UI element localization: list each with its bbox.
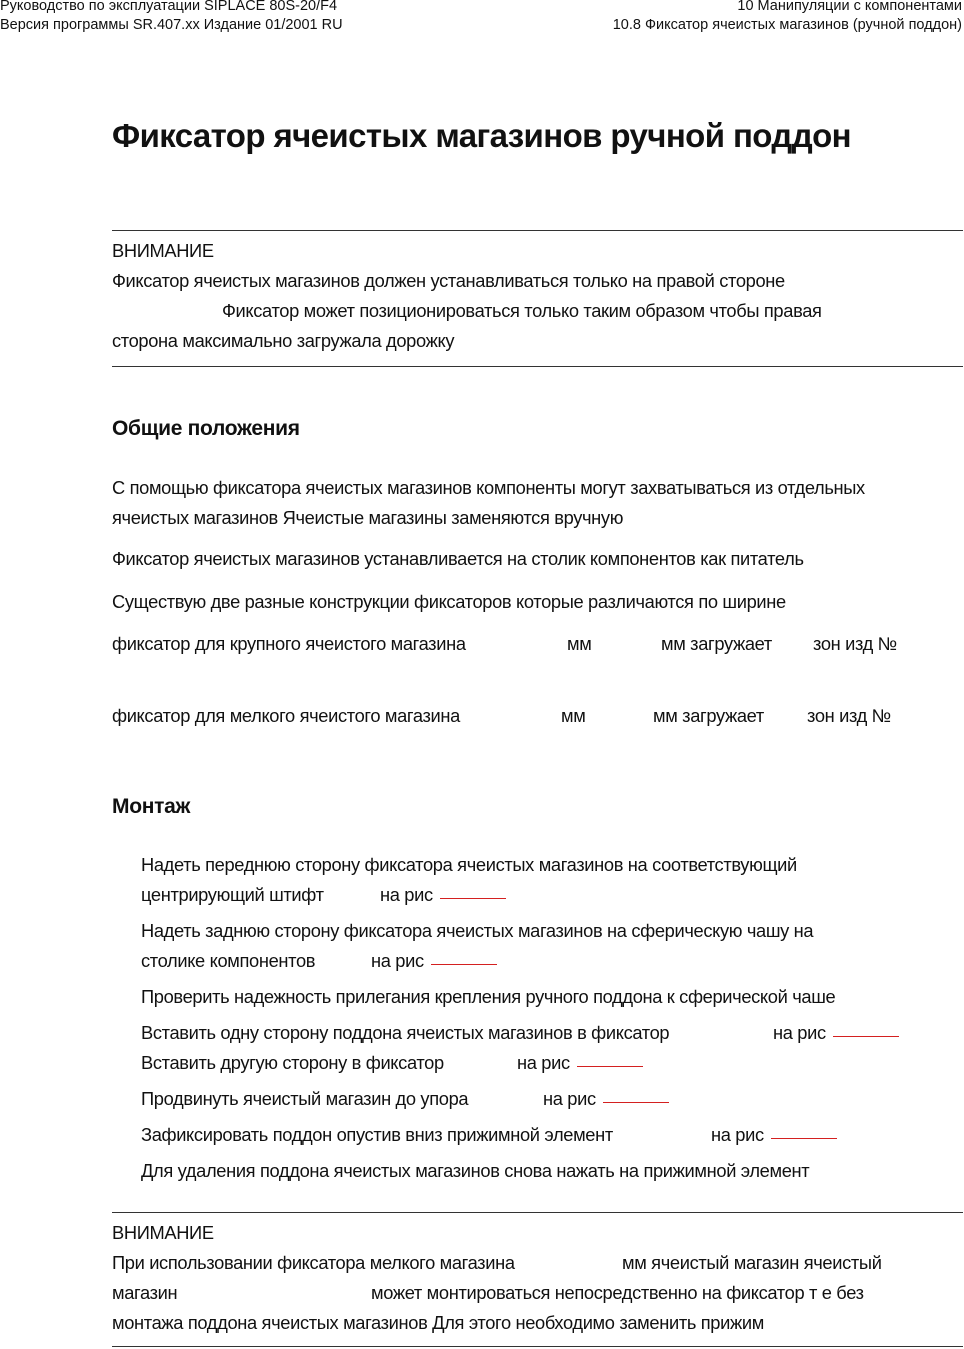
notice-text: мм ячеистый магазин ячеистый	[622, 1252, 882, 1273]
page-title: Фиксатор ячеистых магазинов ручной поддон	[112, 117, 852, 154]
header-section: 10.8 Фиксатор ячеистых магазинов (ручной поддон)	[612, 17, 962, 33]
step-text: Проверить надежность прилегания крепления ручного поддона к сферической чаше	[141, 986, 836, 1007]
step-text: столике компонентов	[141, 950, 316, 971]
notice-text: магазин	[112, 1282, 178, 1303]
variant-small-label: фиксатор для мелкого ячеистого магазина	[112, 705, 460, 726]
divider	[112, 1346, 963, 1347]
figure-reference[interactable]: на рис	[543, 1088, 669, 1110]
notice-text: может монтироваться непосредственно на фиксатор т е без	[371, 1282, 864, 1303]
divider	[112, 1212, 963, 1213]
variant-large-load: мм загружает	[661, 633, 772, 654]
step-text: Надеть заднюю сторону фиксатора ячеистых магазинов на сферическую чашу на	[141, 920, 814, 941]
figure-reference[interactable]: на рис	[711, 1124, 837, 1146]
variant-small-unit: мм	[561, 705, 586, 726]
notice-label: ВНИМАНИЕ	[112, 1222, 214, 1243]
paragraph: Существую две разные конструкции фиксаторов которые различаются по ширине	[112, 591, 786, 612]
notice-text: При использовании фиксатора мелкого магазина	[112, 1252, 515, 1273]
header-version: Версия программы SR.407.xx Издание 01/2001 RU	[0, 17, 343, 33]
notice-text: Фиксатор ячеистых магазинов должен устанавливаться только на правой стороне	[112, 270, 785, 291]
paragraph: Фиксатор ячеистых магазинов устанавливается на столик компонентов как питатель	[112, 548, 804, 569]
notice-text: сторона максимально загружала дорожку	[112, 330, 455, 351]
step-text: Вставить другую сторону в фиксатор	[141, 1052, 444, 1073]
header-manual-title: Руководство по эксплуатации SIPLACE 80S-20/F4	[0, 0, 338, 14]
variant-small-zones: зон изд №	[807, 705, 891, 726]
variant-large-unit: мм	[567, 633, 592, 654]
figure-reference[interactable]: на рис	[371, 950, 497, 972]
section-heading-montage: Монтаж	[112, 795, 191, 818]
divider	[112, 230, 963, 231]
header-chapter: 10 Манипуляции с компонентами	[737, 0, 962, 14]
paragraph: С помощью фиксатора ячеистых магазинов компоненты могут захватываться из отдельных	[112, 477, 865, 498]
notice-text: Фиксатор может позиционироваться только таким образом чтобы правая	[222, 300, 822, 321]
paragraph: ячеистых магазинов Ячеистые магазины заменяются вручную	[112, 507, 624, 528]
divider	[112, 366, 963, 367]
section-heading-general: Общие положения	[112, 417, 300, 440]
step-text: Надеть переднюю сторону фиксатора ячеистых магазинов на соответствующий	[141, 854, 797, 875]
variant-large-label: фиксатор для крупного ячеистого магазина	[112, 633, 466, 654]
step-text: Вставить одну сторону поддона ячеистых магазинов в фиксатор	[141, 1022, 670, 1043]
step-text: Продвинуть ячеистый магазин до упора	[141, 1088, 469, 1109]
figure-reference[interactable]: на рис	[517, 1052, 643, 1074]
step-text: Зафиксировать поддон опустив вниз прижимной элемент	[141, 1124, 613, 1145]
step-text: Для удаления поддона ячеистых магазинов снова нажать на прижимной элемент	[141, 1160, 810, 1181]
figure-reference[interactable]: на рис	[773, 1022, 899, 1044]
variant-small-load: мм загружает	[653, 705, 764, 726]
variant-large-zones: зон изд №	[813, 633, 897, 654]
figure-reference[interactable]: на рис	[380, 884, 506, 906]
notice-text: монтажа поддона ячеистых магазинов Для этого необходимо заменить прижим	[112, 1312, 764, 1333]
notice-label: ВНИМАНИЕ	[112, 240, 214, 261]
step-text: центрирующий штифт	[141, 884, 324, 905]
